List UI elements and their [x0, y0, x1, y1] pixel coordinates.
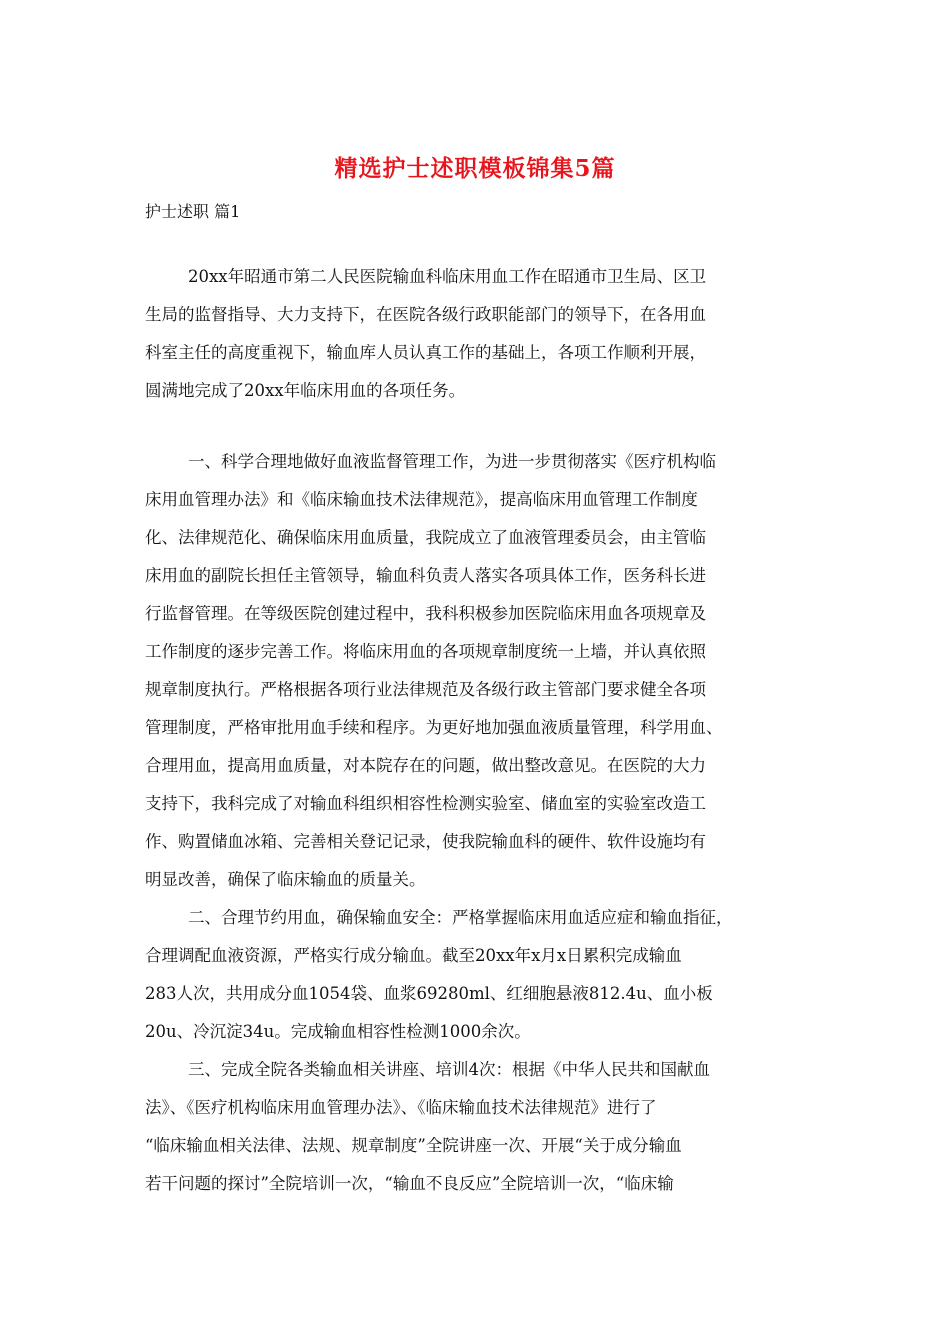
paragraph-line: 管理制度，严格审批用血手续和程序。为更好地加强血液质量管理，科学用血、	[145, 718, 723, 737]
paragraph-line: 规章制度执行。严格根据各项行业法律规范及各级行政主管部门要求健全各项	[145, 680, 706, 699]
paragraph-line: 明显改善，确保了临床输血的质量关。	[145, 870, 426, 889]
paragraph-line: “临床输血相关法律、法规、规章制度”全院讲座一次、开展“关于成分输血	[145, 1136, 682, 1155]
paragraph-line: 行监督管理。在等级医院创建过程中，我科积极参加医院临床用血各项规章及	[145, 604, 706, 623]
paragraph-line: 圆满地完成了20xx年临床用血的各项任务。	[145, 381, 466, 400]
paragraph-line: 合理用血，提高用血质量，对本院存在的问题，做出整改意见。在医院的大力	[145, 756, 706, 775]
paragraph-line: 支持下，我科完成了对输血科组织相容性检测实验室、储血室的实验室改造工	[145, 794, 706, 813]
paragraph-line: 床用血管理办法》和《临床输血技术法律规范》，提高临床用血管理工作制度	[145, 490, 698, 509]
paragraph-line: 床用血的副院长担任主管领导，输血科负责人落实各项具体工作，医务科长进	[145, 566, 706, 585]
paragraph-line: 化、法律规范化、确保临床用血质量，我院成立了血液管理委员会，由主管临	[145, 528, 706, 547]
document-title: 精选护士述职模板锦集5篇	[334, 155, 616, 182]
paragraph-line: 20xx年昭通市第二人民医院输血科临床用血工作在昭通市卫生局、区卫	[188, 267, 707, 286]
section-heading: 护士述职 篇1	[145, 202, 241, 221]
paragraph-line: 若干问题的探讨”全院培训一次，“输血不良反应”全院培训一次，“临床输	[145, 1174, 674, 1193]
paragraph-line: 20u、冷沉淀34u。完成输血相容性检测1000余次。	[145, 1022, 531, 1041]
paragraph-line: 作、购置储血冰箱、完善相关登记记录，使我院输血科的硬件、软件设施均有	[145, 832, 706, 851]
paragraph-line: 283人次，共用成分血1054袋、血浆69280ml、红细胞悬液812.4u、血小板	[145, 984, 713, 1003]
paragraph-line: 生局的监督指导、大力支持下，在医院各级行政职能部门的领导下，在各用血	[145, 305, 706, 324]
paragraph-line: 三、完成全院各类输血相关讲座、培训4次：根据《中华人民共和国献血	[188, 1060, 710, 1079]
paragraph-line: 法》、《医疗机构临床用血管理办法》、《临床输血技术法律规范》进行了	[145, 1098, 657, 1117]
paragraph-line: 工作制度的逐步完善工作。将临床用血的各项规章制度统一上墙，并认真依照	[145, 642, 706, 661]
paragraph-line: 合理调配血液资源，严格实行成分输血。截至20xx年x月x日累积完成输血	[145, 946, 682, 965]
paragraph-line: 科室主任的高度重视下，输血库人员认真工作的基础上，各项工作顺利开展，	[145, 343, 706, 362]
paragraph-line: 二、合理节约用血，确保输血安全：严格掌握临床用血适应症和输血指征，	[188, 908, 733, 927]
paragraph-line: 一、科学合理地做好血液监督管理工作，为进一步贯彻落实《医疗机构临	[188, 452, 716, 471]
